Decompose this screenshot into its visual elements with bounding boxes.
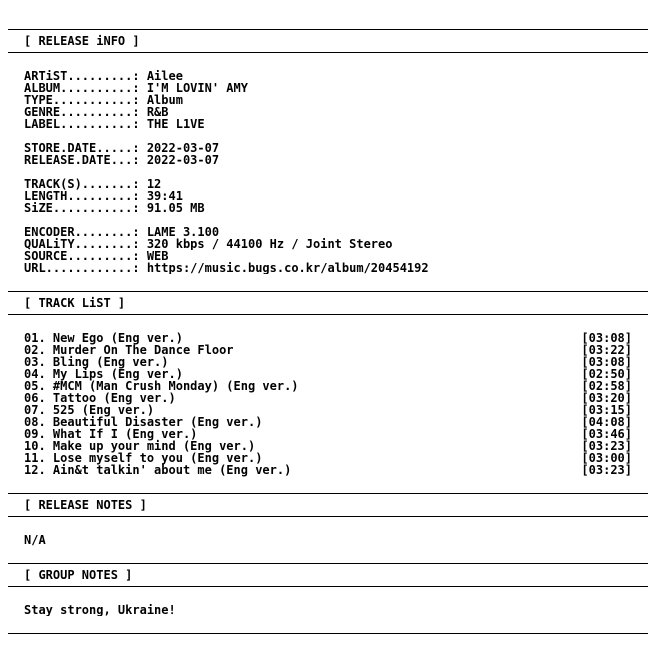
track-title: 05. #MCM (Man Crush Monday) (Eng ver.) (24, 379, 299, 393)
info-field (24, 202, 632, 214)
track-duration: [03:15] (581, 403, 632, 417)
track-list-header: [ TRACK LiST ] (24, 296, 126, 310)
info-field-label: ARTiST.........: (24, 70, 147, 82)
info-field-value: 2022-03-07 (146, 154, 220, 166)
info-field (24, 142, 632, 154)
info-field-value: R&B (146, 106, 169, 118)
track-duration: [03:23] (581, 439, 632, 453)
nfo-document (8, 29, 648, 634)
track-duration: [03:23] (581, 463, 632, 477)
info-field-label: RELEASE.DATE...: (24, 154, 147, 166)
spacer (24, 130, 632, 142)
info-field-label: GENRE..........: (24, 106, 147, 118)
info-field-value: 91.05 MB (146, 202, 205, 214)
track-duration: [02:58] (581, 379, 632, 393)
track-list-block (8, 315, 648, 493)
track-title: 04. My Lips (Eng ver.) (24, 367, 183, 381)
track-title: 09. What If I (Eng ver.) (24, 427, 198, 441)
info-field-value: THE L1VE (146, 118, 205, 130)
info-field (24, 70, 632, 82)
track-title: 10. Make up your mind (Eng ver.) (24, 439, 256, 453)
info-field (24, 178, 632, 190)
info-field-label: TYPE...........: (24, 94, 147, 106)
info-field (24, 238, 632, 250)
spacer (24, 166, 632, 178)
track-title: 03. Bling (Eng ver.) (24, 355, 169, 369)
info-field-value: Album (146, 94, 183, 106)
info-field-value: 12 (146, 178, 162, 190)
track-title: 07. 525 (Eng ver.) (24, 403, 155, 417)
info-field (24, 262, 632, 274)
track-duration: [04:08] (581, 415, 632, 429)
release-notes-block (8, 517, 648, 563)
track-title: 02. Murder On The Dance Floor (24, 343, 234, 357)
release-info-header: [ RELEASE iNFO ] (24, 34, 140, 48)
info-field-label: TRACK(S).......: (24, 178, 147, 190)
release-notes-text: N/A (24, 534, 46, 546)
track-title: 12. Ain&t talkin' about me (Eng ver.) (24, 463, 292, 477)
info-field-label: LABEL..........: (24, 118, 147, 130)
info-field-label: LENGTH.........: (24, 190, 147, 202)
info-field (24, 250, 632, 262)
info-field-label: ENCODER........: (24, 226, 147, 238)
track-duration: [03:22] (581, 343, 632, 357)
info-field (24, 82, 632, 94)
track-title: 01. New Ego (Eng ver.) (24, 331, 183, 345)
info-field (24, 106, 632, 118)
group-notes-text: Stay strong, Ukraine! (24, 604, 176, 616)
info-field-value: WEB (146, 250, 169, 262)
info-field (24, 94, 632, 106)
divider (8, 633, 648, 634)
info-field-label: ALBUM..........: (24, 82, 147, 94)
release-info-block (8, 53, 648, 291)
track-duration: [03:46] (581, 427, 632, 441)
track-duration: [03:08] (581, 331, 632, 345)
info-field-label: URL............: (24, 262, 147, 274)
info-field-label: QUALiTY........: (24, 238, 147, 250)
track-title: 06. Tattoo (Eng ver.) (24, 391, 176, 405)
track-title: 08. Beautiful Disaster (Eng ver.) (24, 415, 263, 429)
info-field-value: 2022-03-07 (146, 142, 220, 154)
track-duration: [03:08] (581, 355, 632, 369)
release-notes-header: [ RELEASE NOTES ] (24, 498, 147, 512)
track-row (24, 464, 632, 476)
track-duration: [03:00] (581, 451, 632, 465)
info-field (24, 154, 632, 166)
info-field-value: I'M LOVIN' AMY (146, 82, 248, 94)
info-field (24, 226, 632, 238)
group-notes-block (8, 587, 648, 633)
info-field-label: SOURCE.........: (24, 250, 147, 262)
info-field-value: 320 kbps / 44100 Hz / Joint Stereo (146, 238, 393, 250)
group-notes-header: [ GROUP NOTES ] (24, 568, 133, 582)
track-duration: [02:50] (581, 367, 632, 381)
info-field-value: 39:41 (146, 190, 183, 202)
info-field (24, 118, 632, 130)
track-duration: [03:20] (581, 391, 632, 405)
info-field-value: Ailee (146, 70, 183, 82)
info-field-label: SiZE...........: (24, 202, 147, 214)
track-title: 11. Lose myself to you (Eng ver.) (24, 451, 263, 465)
info-field-value: LAME 3.100 (146, 226, 220, 238)
spacer (24, 214, 632, 226)
info-field-label: STORE.DATE.....: (24, 142, 147, 154)
info-field (24, 190, 632, 202)
info-field-value: https://music.bugs.co.kr/album/20454192 (146, 262, 429, 274)
